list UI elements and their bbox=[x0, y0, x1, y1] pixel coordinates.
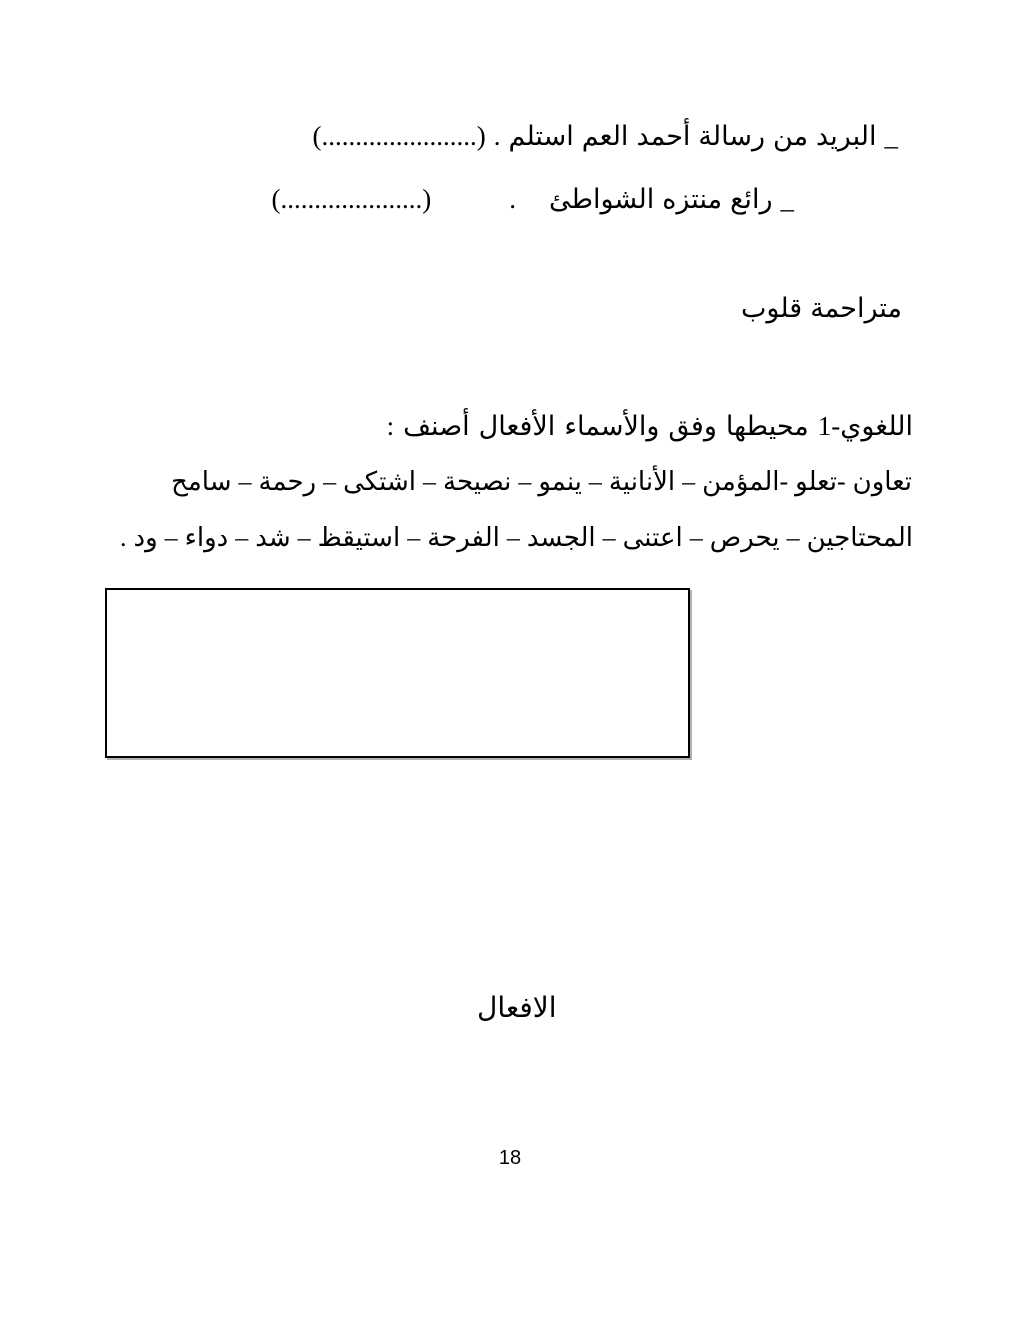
word-token: رسالة bbox=[698, 121, 766, 151]
word-token: من bbox=[773, 121, 809, 151]
word-token: – bbox=[323, 467, 337, 496]
word-token: البريد bbox=[816, 121, 877, 151]
word-token: الافعال bbox=[477, 993, 557, 1024]
word-token: يحرص bbox=[709, 523, 780, 552]
word-token: (.......................) bbox=[312, 121, 486, 151]
word-token: تعلو- bbox=[795, 467, 846, 496]
fill-blank-line-2 bbox=[272, 183, 795, 217]
word-token: – bbox=[506, 523, 520, 552]
answer-box bbox=[105, 588, 690, 758]
word-token: وفق bbox=[668, 411, 717, 441]
word-token: – bbox=[423, 467, 436, 496]
word-token: نصيحة bbox=[443, 467, 512, 496]
word-token: . bbox=[509, 184, 516, 214]
lesson-title bbox=[741, 292, 902, 326]
word-token: ود bbox=[133, 523, 158, 552]
word-token: المؤمن- bbox=[702, 467, 789, 496]
word-token: – bbox=[297, 523, 311, 552]
word-token: والأسماء bbox=[564, 411, 660, 441]
word-token: الأنانية bbox=[608, 467, 676, 496]
word-token: – bbox=[602, 523, 616, 552]
word-token: الجسد bbox=[526, 523, 596, 552]
word-token: – bbox=[238, 467, 252, 496]
word-token: رحمة bbox=[258, 467, 317, 496]
fill-blank-line-1 bbox=[313, 120, 898, 154]
word-token: قلوب bbox=[740, 293, 803, 323]
word-token: اعتنى bbox=[622, 523, 683, 552]
word-token: رائع bbox=[730, 184, 773, 214]
word-token: : bbox=[386, 411, 395, 441]
word-token: استلم bbox=[508, 121, 574, 151]
word-token: – bbox=[682, 467, 696, 496]
word-token: – bbox=[689, 523, 703, 552]
word-token: – bbox=[164, 523, 178, 552]
word-token: دواء bbox=[184, 523, 229, 552]
word-token: ينمو bbox=[538, 467, 582, 496]
word-token: منتزه bbox=[662, 184, 723, 214]
word-token: – bbox=[407, 523, 421, 552]
word-token: العم bbox=[581, 121, 629, 151]
word-token: المحتاجين bbox=[806, 523, 913, 552]
word-token: أصنف bbox=[403, 411, 470, 441]
question-1-classify-verbs-nouns bbox=[387, 410, 913, 444]
word-token: متراحمة bbox=[810, 293, 902, 323]
word-token: اشتكى bbox=[343, 467, 416, 496]
word-token: – bbox=[588, 467, 602, 496]
verbs-section-label bbox=[477, 991, 557, 1026]
word-token: _ bbox=[780, 184, 794, 214]
word-token: محيطها bbox=[725, 411, 809, 441]
word-token: الشواطئ bbox=[548, 184, 655, 214]
word-token: تعاون bbox=[852, 467, 912, 496]
word-token: – bbox=[235, 523, 249, 552]
word-token: . bbox=[119, 523, 127, 552]
word-token: . bbox=[493, 121, 501, 151]
word-token: (.....................) bbox=[271, 184, 432, 214]
word-token: – bbox=[786, 523, 800, 552]
word-token: الفرحة bbox=[427, 523, 500, 552]
page-number: 18 bbox=[498, 1147, 522, 1169]
word-token: الأفعال bbox=[478, 411, 556, 441]
word-list-line-1 bbox=[171, 466, 912, 499]
word-token: أحمد bbox=[636, 121, 691, 151]
word-token: شد bbox=[255, 523, 291, 552]
word-token: استيقظ bbox=[317, 523, 401, 552]
word-token: – bbox=[518, 467, 532, 496]
word-token: _ bbox=[884, 121, 898, 151]
word-token: اللغوي-1 bbox=[817, 411, 913, 441]
word-list-line-2 bbox=[120, 522, 913, 555]
word-token: سامح bbox=[171, 467, 232, 496]
